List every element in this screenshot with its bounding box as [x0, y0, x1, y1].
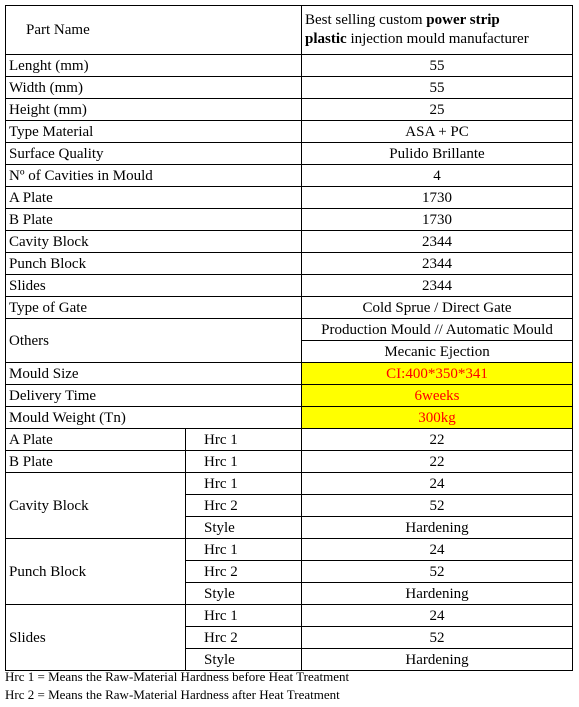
table-row — [6, 165, 573, 187]
table-row — [6, 275, 573, 297]
hardness-key[interactable]: Hrc 1 — [186, 605, 302, 627]
title-bold-1: power strip — [426, 12, 500, 28]
table-row — [6, 429, 573, 451]
row-label[interactable]: Mould Size — [6, 363, 302, 385]
row-value[interactable]: 2344 — [302, 231, 573, 253]
table-row — [6, 77, 573, 99]
footnote-hrc1[interactable]: Hrc 1 = Means the Raw-Material Hardness before Heat Treatment — [5, 669, 350, 684]
others-value-1[interactable]: Production Mould // Automatic Mould — [302, 319, 573, 341]
row-value[interactable]: 55 — [302, 77, 573, 99]
hardness-value[interactable]: 22 — [302, 429, 573, 451]
row-label[interactable]: Surface Quality — [6, 143, 302, 165]
hardness-value[interactable]: Hardening — [302, 649, 573, 671]
hardness-label[interactable]: Cavity Block — [6, 473, 186, 539]
others-value-2[interactable]: Mecanic Ejection — [302, 341, 573, 363]
highlighted-value[interactable]: 6weeks — [302, 385, 573, 407]
row-label[interactable]: Slides — [6, 275, 302, 297]
hardness-value[interactable]: 52 — [302, 495, 573, 517]
table-row — [6, 55, 573, 77]
table-header-row — [6, 6, 573, 55]
hardness-key[interactable]: Hrc 1 — [186, 539, 302, 561]
hardness-value[interactable]: 52 — [302, 627, 573, 649]
footnotes — [5, 668, 349, 704]
hardness-key[interactable]: Hrc 1 — [186, 429, 302, 451]
others-label[interactable]: Others — [6, 319, 302, 363]
table-row — [6, 99, 573, 121]
table-row — [6, 231, 573, 253]
row-value[interactable]: Cold Sprue / Direct Gate — [302, 297, 573, 319]
hardness-value[interactable]: 24 — [302, 473, 573, 495]
table-row — [6, 385, 573, 407]
table-row — [6, 187, 573, 209]
hardness-label[interactable]: Punch Block — [6, 539, 186, 605]
hardness-label[interactable]: A Plate — [6, 429, 186, 451]
hardness-value[interactable]: Hardening — [302, 517, 573, 539]
row-value[interactable]: 25 — [302, 99, 573, 121]
hardness-key[interactable]: Hrc 1 — [186, 473, 302, 495]
table-row — [6, 539, 573, 561]
title-bold-2: plastic — [305, 31, 347, 47]
spec-table — [5, 5, 573, 671]
hardness-key[interactable]: Hrc 2 — [186, 495, 302, 517]
hardness-value[interactable]: 24 — [302, 539, 573, 561]
highlighted-value[interactable]: 300kg — [302, 407, 573, 429]
row-value[interactable]: 1730 — [302, 209, 573, 231]
table-row — [6, 473, 573, 495]
table-row — [6, 209, 573, 231]
row-value[interactable]: Pulido Brillante — [302, 143, 573, 165]
hardness-label[interactable]: B Plate — [6, 451, 186, 473]
table-row — [6, 143, 573, 165]
row-label[interactable]: Punch Block — [6, 253, 302, 275]
row-label[interactable]: Type of Gate — [6, 297, 302, 319]
hardness-value[interactable]: 52 — [302, 561, 573, 583]
title-prefix: Best selling custom — [305, 12, 427, 28]
row-label[interactable]: Cavity Block — [6, 231, 302, 253]
part-name-label[interactable]: Part Name — [6, 6, 302, 55]
hardness-key[interactable]: Hrc 2 — [186, 561, 302, 583]
row-value[interactable]: 2344 — [302, 275, 573, 297]
hardness-value[interactable]: 24 — [302, 605, 573, 627]
highlighted-value[interactable]: CI:400*350*341 — [302, 363, 573, 385]
row-value[interactable]: 4 — [302, 165, 573, 187]
row-label[interactable]: Width (mm) — [6, 77, 302, 99]
hardness-value[interactable]: Hardening — [302, 583, 573, 605]
table-row — [6, 121, 573, 143]
row-label[interactable]: Lenght (mm) — [6, 55, 302, 77]
title-suffix: injection mould manufacturer — [346, 31, 529, 47]
table-row — [6, 407, 573, 429]
hardness-key[interactable]: Style — [186, 649, 302, 671]
hardness-key[interactable]: Style — [186, 517, 302, 539]
row-label[interactable]: Delivery Time — [6, 385, 302, 407]
row-label[interactable]: A Plate — [6, 187, 302, 209]
hardness-label[interactable]: Slides — [6, 605, 186, 671]
row-label[interactable]: Type Material — [6, 121, 302, 143]
hardness-key[interactable]: Style — [186, 583, 302, 605]
table-row-others — [6, 319, 573, 341]
row-value[interactable]: ASA + PC — [302, 121, 573, 143]
footnote-hrc2[interactable]: Hrc 2 = Means the Raw-Material Hardness after Heat Treatment — [5, 687, 340, 702]
table-row — [6, 451, 573, 473]
table-row — [6, 363, 573, 385]
row-value[interactable]: 1730 — [302, 187, 573, 209]
product-title[interactable] — [302, 6, 573, 55]
row-label[interactable]: Height (mm) — [6, 99, 302, 121]
hardness-key[interactable]: Hrc 1 — [186, 451, 302, 473]
row-value[interactable]: 55 — [302, 55, 573, 77]
row-label[interactable]: Mould Weight (Tn) — [6, 407, 302, 429]
table-row — [6, 253, 573, 275]
row-label[interactable]: Nº of Cavities in Mould — [6, 165, 302, 187]
hardness-key[interactable]: Hrc 2 — [186, 627, 302, 649]
row-value[interactable]: 2344 — [302, 253, 573, 275]
row-label[interactable]: B Plate — [6, 209, 302, 231]
table-row — [6, 297, 573, 319]
table-row — [6, 605, 573, 627]
hardness-value[interactable]: 22 — [302, 451, 573, 473]
